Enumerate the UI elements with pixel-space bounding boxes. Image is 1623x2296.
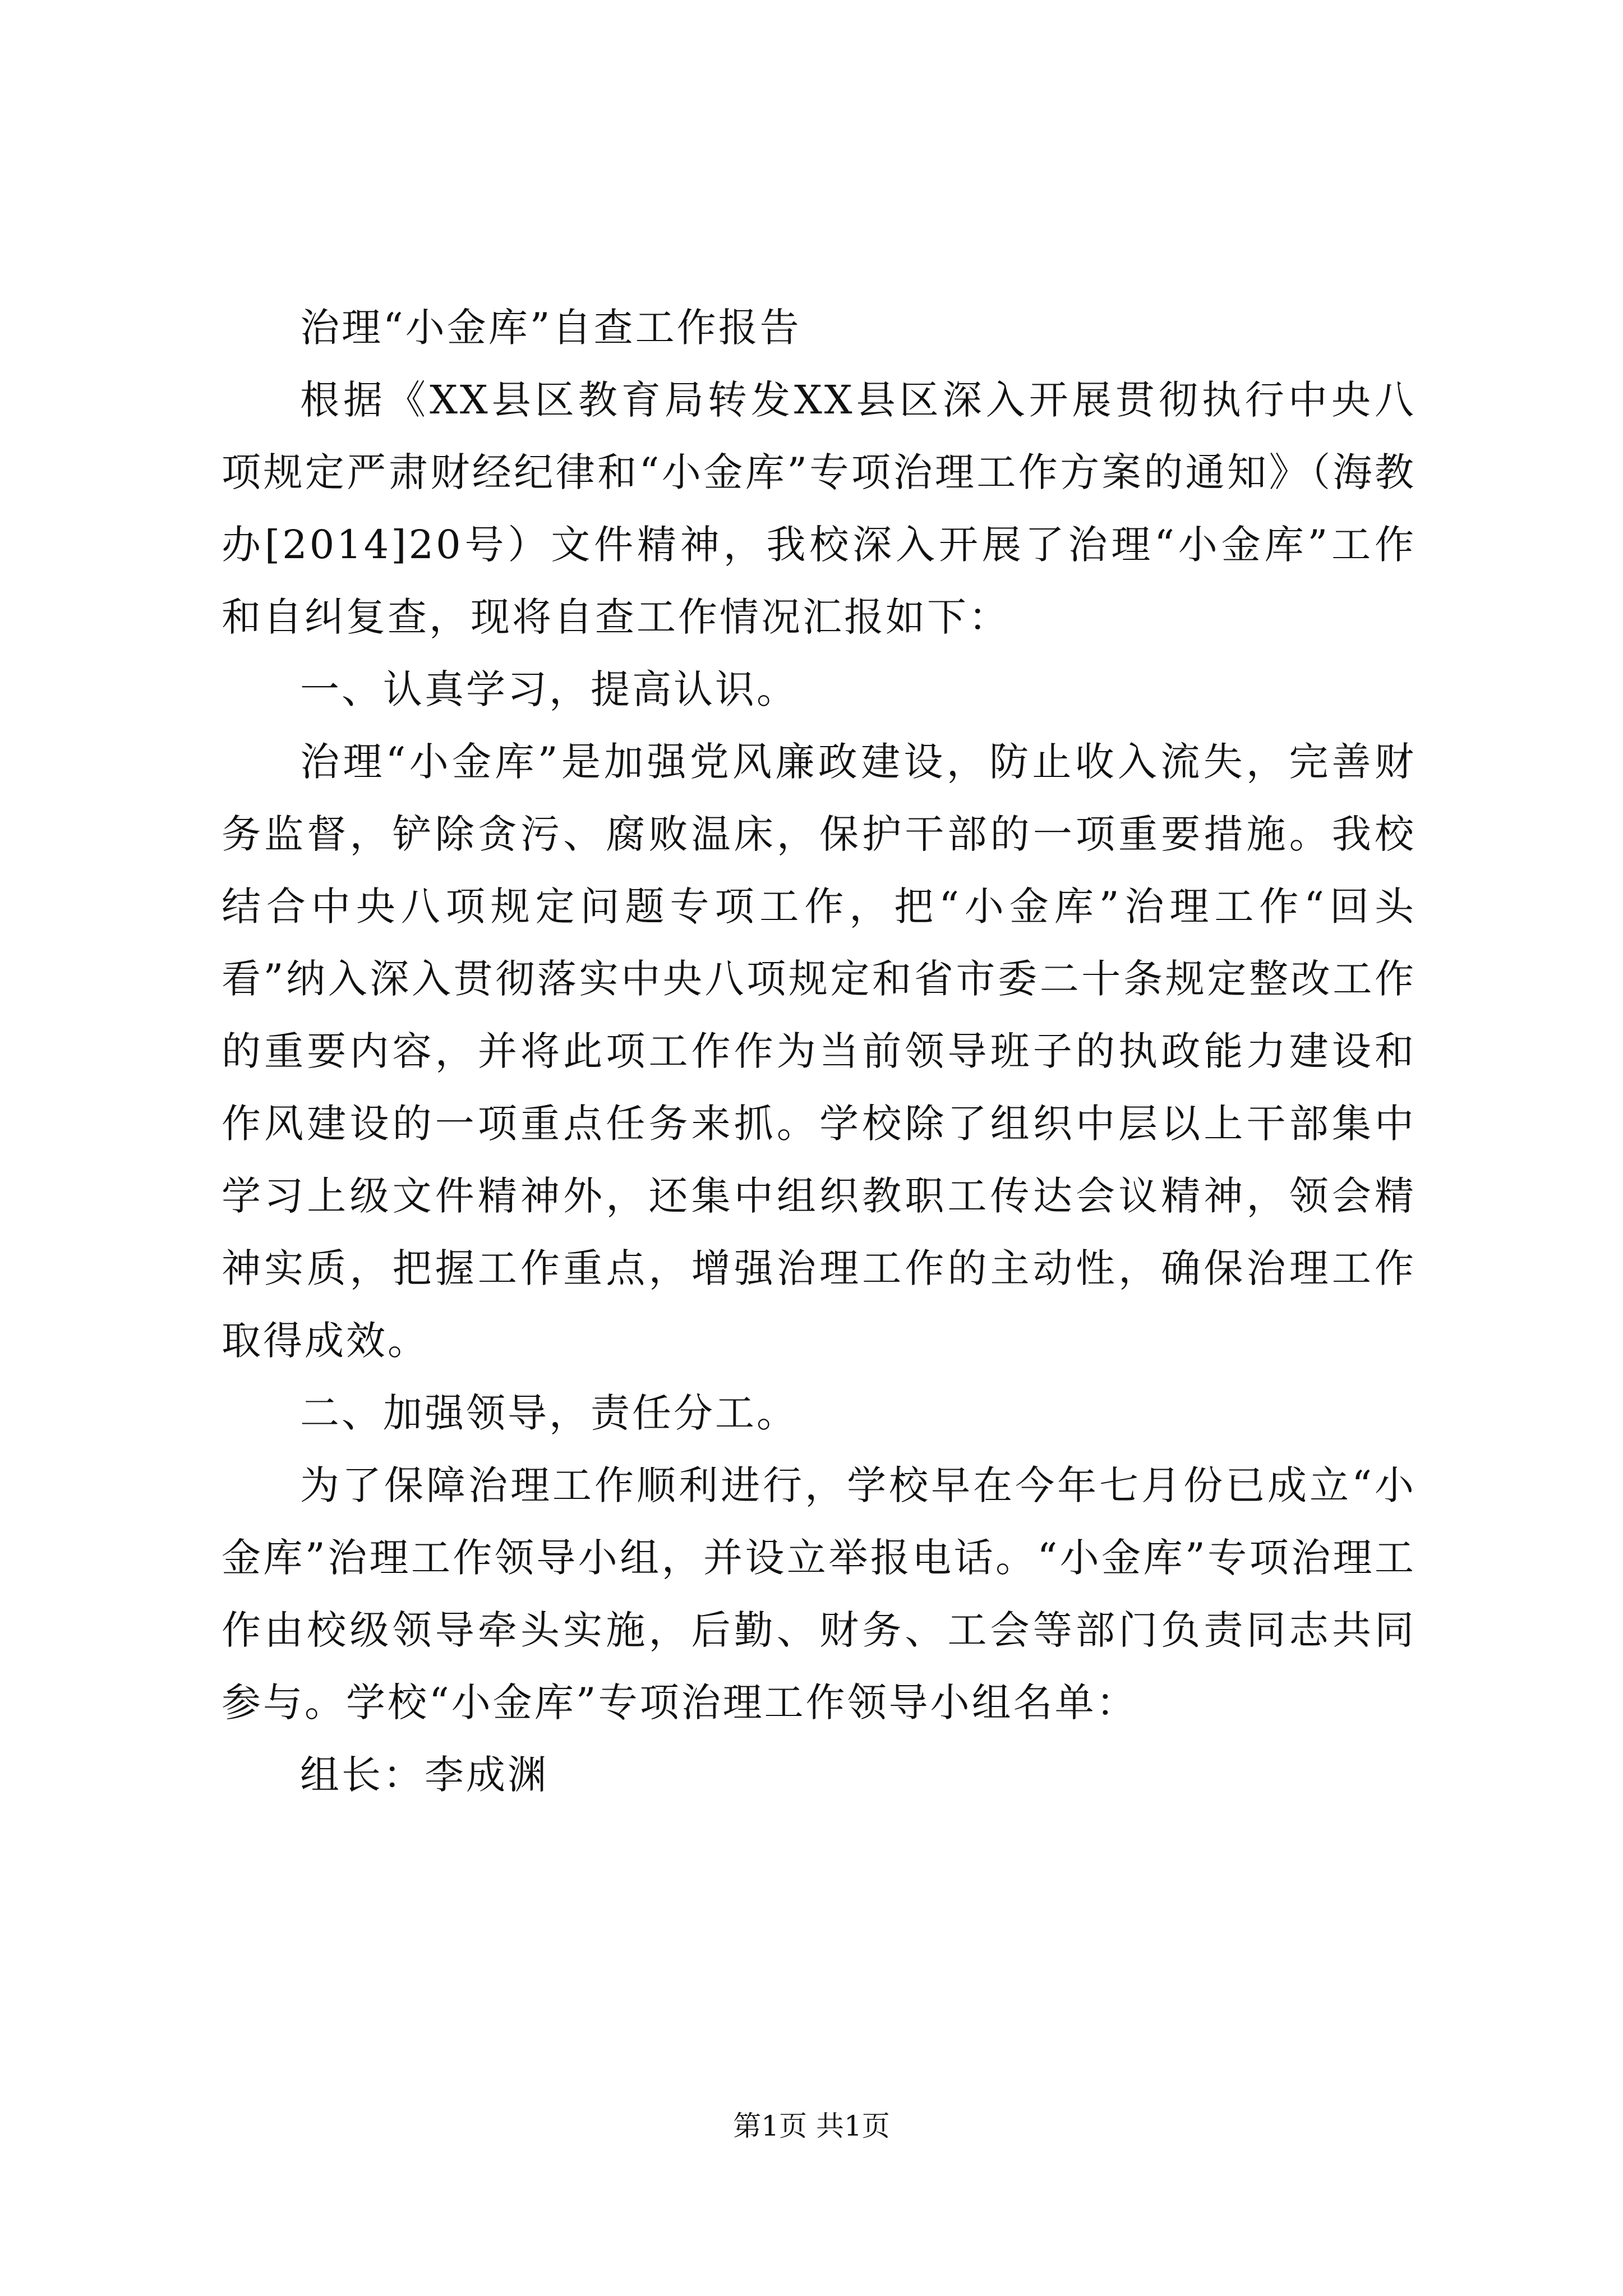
- section-heading-2: 二、加强领导，责任分工。: [300, 1390, 798, 1436]
- paragraph-section-2: 为了保障治理工作顺利进行，学校早在今年七月份已成立“小金库”治理工作领导小组，并设立举报电话。“小金库”专项治理工作由校级领导牵头实施，后勤、财务、工会等部门负责同志共同参与。学校“小金库”专项治理工作领导小组名单：: [222, 1462, 1416, 1726]
- document-body: [222, 292, 1416, 1811]
- paragraph-section-1: 治理“小金库”是加强党风廉政建设，防止收入流失，完善财务监督，铲除贪污、腐败温床，保护干部的一项重要措施。我校结合中央八项规定问题专项工作，把“小金库”治理工作“回头看”纳入深入贯彻落实中央八项规定和省市委二十条规定整改工作的重要内容，并将此项工作作为当前领导班子的执政能力建设和作风建设的一项重点任务来抓。学校除了组织中层以上干部集中学习上级文件精神外，还集中组织教职工传达会议精神，领会精神实质，把握工作重点，增强治理工作的主动性，确保治理工作取得成效。: [222, 739, 1416, 1364]
- paragraph-intro: 根据《XX县区教育局转发XX县区深入开展贯彻执行中央八项规定严肃财经纪律和“小金库”专项治理工作方案的通知》（海教办[2014]20号）文件精神，我校深入开展了治理“小金库”工作和自纠复查，现将自查工作情况汇报如下：: [222, 377, 1416, 640]
- page-footer: 第1页 共1页: [733, 2110, 890, 2142]
- document-title: 治理“小金库”自查工作报告: [300, 305, 801, 351]
- section-heading-1: 一、认真学习，提高认识。: [300, 666, 798, 712]
- group-leader-line: 组长：李成渊: [300, 1752, 549, 1798]
